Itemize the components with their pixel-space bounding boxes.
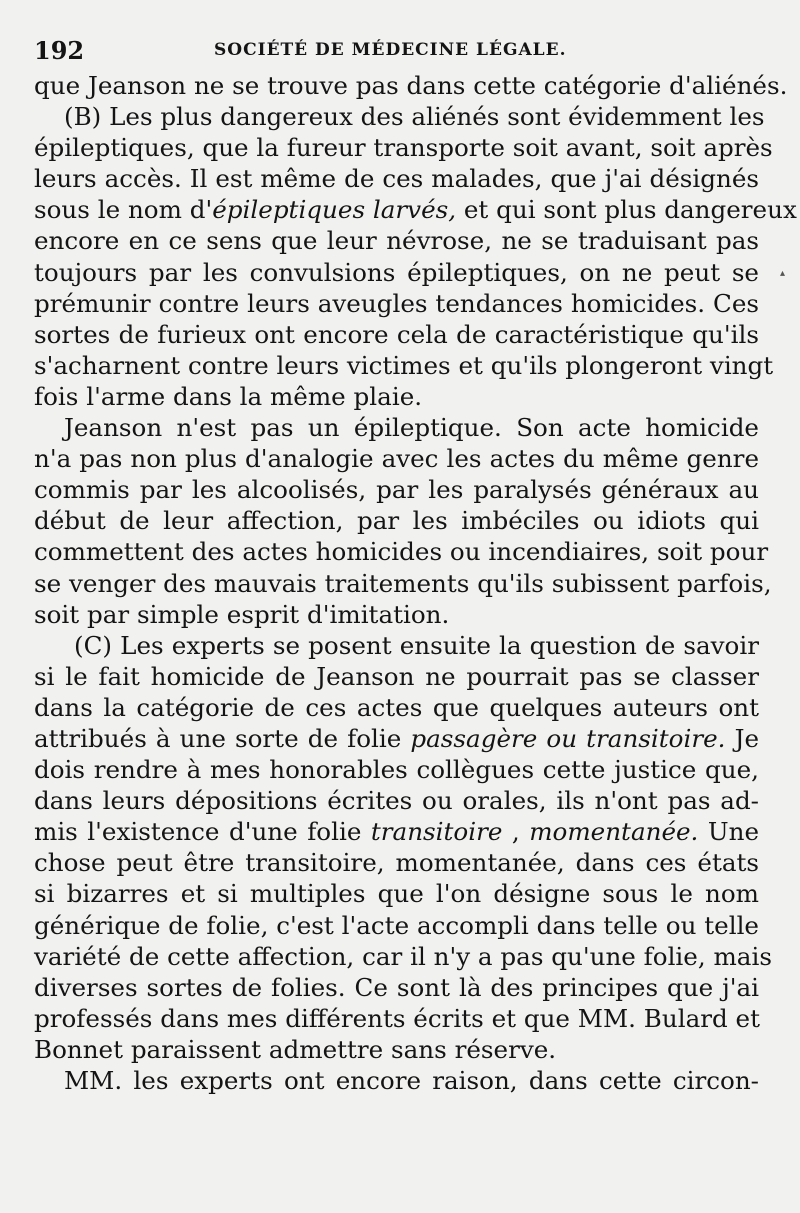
- text-segment: commettent des actes homicides ou incendiaires, soit pour: [34, 537, 769, 567]
- text-segment: (C) Les experts se posent ensuite la question de savoir: [74, 630, 759, 660]
- text-line: [34, 754, 759, 785]
- text-segment: générique de folie, c'est l'acte accompli dans telle ou telle: [34, 910, 759, 940]
- text-segment: Une: [698, 817, 759, 847]
- text-line: [34, 661, 759, 692]
- text-segment: fois l'arme dans la même plaie.: [34, 381, 423, 411]
- text-segment: n'a pas non plus d'analogie avec les actes du même genre: [34, 444, 759, 474]
- text-segment: Je: [725, 723, 759, 753]
- text-segment: variété de cette affection, car il n'y a pas qu'une folie, mais: [34, 941, 772, 971]
- text-segment: épileptiques, que la fureur transporte soit avant, soit après: [34, 133, 773, 163]
- text-line: [34, 941, 772, 972]
- text-segment: dans la catégorie de ces actes que quelques auteurs ont: [34, 692, 759, 722]
- text-segment: diverses sortes de folies. Ce sont là des principes que j'ai: [34, 972, 759, 1002]
- text-segment: soit par simple esprit d'imitation.: [34, 599, 450, 629]
- text-segment: toujours par les convulsions épileptiques, on ne peut se: [34, 257, 759, 287]
- text-line: [34, 1034, 759, 1065]
- text-line: [34, 194, 797, 225]
- text-line: [34, 568, 772, 599]
- text-line: [34, 474, 759, 505]
- text-line: [34, 350, 774, 381]
- text-line: [34, 536, 769, 567]
- text-line: [34, 692, 759, 723]
- text-line: [34, 443, 759, 474]
- text-segment: prémunir contre leurs aveugles tendances homicides. Ces: [34, 288, 759, 318]
- text-line: [34, 1065, 759, 1096]
- text-segment: attribués à une sorte de folie: [34, 723, 411, 753]
- text-line: [34, 70, 788, 101]
- text-line: [34, 288, 759, 319]
- text-segment: MM. les experts ont encore raison, dans cette circon-: [64, 1066, 759, 1095]
- running-head: [34, 36, 794, 68]
- text-segment: dois rendre à mes honorables collègues cette justice que,: [34, 755, 759, 785]
- text-segment: se venger des mauvais traitements qu'ils subissent parfois,: [34, 568, 772, 598]
- text-line: [34, 878, 759, 909]
- italic-text: passagère ou transitoire.: [410, 723, 726, 753]
- text-segment: s'acharnent contre leurs victimes et qu'ils plongeront vingt: [34, 350, 774, 380]
- text-line: [34, 723, 759, 754]
- text-segment: si bizarres et si multiples que l'on désigne sous le nom: [34, 879, 759, 909]
- text-line: [34, 630, 759, 661]
- text-segment: et qui sont plus dangereux: [456, 195, 797, 225]
- text-segment: Bonnet paraissent admettre sans réserve.: [34, 1034, 557, 1064]
- text-segment: que Jeanson ne se trouve pas dans cette catégorie d'aliénés.: [34, 71, 788, 100]
- body-text: [34, 70, 797, 1096]
- text-segment: sous le nom d': [34, 195, 213, 225]
- text-segment: sortes de furieux ont encore cela de caractéristique qu'ils: [34, 319, 759, 349]
- text-line: [34, 505, 759, 536]
- text-line: [34, 101, 765, 132]
- text-line: [34, 910, 759, 941]
- page-number: 192: [34, 36, 85, 65]
- text-line: [34, 816, 759, 847]
- text-segment: leurs accès. Il est même de ces malades, que j'ai désignés: [34, 164, 759, 194]
- text-line: [34, 132, 773, 163]
- italic-text: épileptiques larvés,: [212, 195, 457, 225]
- text-line: [34, 257, 759, 288]
- text-line: [34, 163, 759, 194]
- text-line: [34, 1003, 759, 1034]
- text-segment: encore en ce sens que leur névrose, ne se traduisant pas: [34, 226, 759, 256]
- text-segment: chose peut être transitoire, momentanée, dans ces états: [34, 848, 759, 878]
- text-segment: professés dans mes différents écrits et que MM. Bulard et: [34, 1003, 760, 1033]
- text-segment: début de leur affection, par les imbéciles ou idiots qui: [34, 506, 759, 536]
- text-line: [34, 972, 759, 1003]
- text-segment: ,: [502, 817, 530, 847]
- text-line: [34, 599, 759, 630]
- running-title: SOCIÉTÉ DE MÉDECINE LÉGALE.: [214, 40, 567, 60]
- text-segment: (B) Les plus dangereux des aliénés sont évidemment les: [64, 102, 765, 132]
- text-line: [34, 847, 759, 878]
- text-line: [34, 225, 759, 256]
- text-segment: si le fait homicide de Jeanson ne pourrait pas se classer: [34, 661, 759, 691]
- margin-speck: ▴: [780, 268, 786, 279]
- italic-text: transitoire: [370, 817, 503, 847]
- text-line: [34, 319, 759, 350]
- text-segment: commis par les alcoolisés, par les paralysés généraux au: [34, 475, 759, 505]
- text-line: [34, 785, 759, 816]
- text-segment: dans leurs dépositions écrites ou orales, ils n'ont pas ad-: [34, 786, 759, 816]
- italic-text: momentanée.: [529, 817, 699, 847]
- text-segment: Jeanson n'est pas un épileptique. Son acte homicide: [64, 413, 759, 443]
- text-line: [34, 381, 759, 412]
- text-segment: mis l'existence d'une folie: [34, 817, 371, 847]
- text-line: [34, 412, 759, 443]
